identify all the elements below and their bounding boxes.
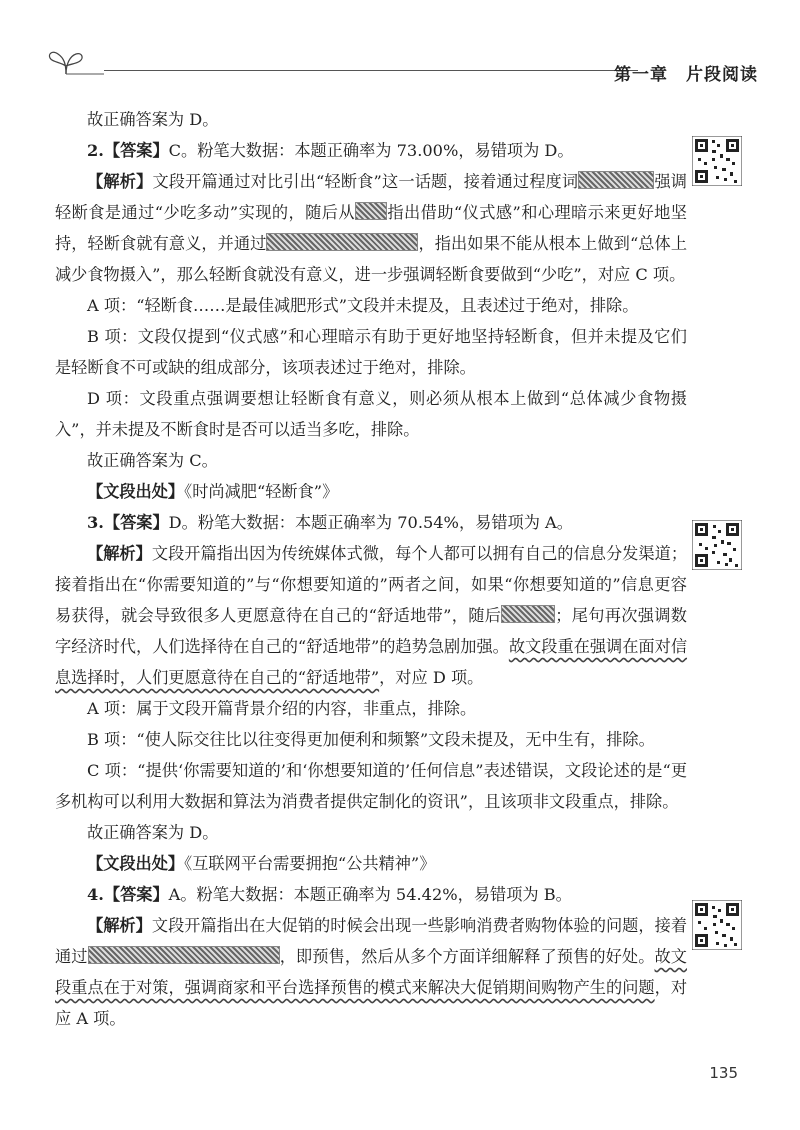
q4-answer xyxy=(55,879,687,910)
analysis-text: 文段开篇通过对比引出“轻断食”这一话题，接着通过程度词 xyxy=(152,172,579,191)
analysis-text: 文段开篇指出因为传统媒体式微，每个人都可以拥有自己的信息分发渠道；接着指出在“你需要知道的”与“你想要知道的”两者之间，如果“你想要知道的”信息更容易获得，就会导致很多人更愿意待在自己的“舒适地带”，随后 xyxy=(55,544,688,625)
masked-text xyxy=(578,171,654,189)
source-tag: 【文段出处】 xyxy=(87,854,185,873)
key-sentence: 故文段重点在于对策，强调商家和平台选择预售的模式来解决大促销期间购物产生的问题 xyxy=(55,947,687,997)
q2-option-b: B 项：文段仅提到“仪式感”和心理暗示有助于更好地坚持轻断食，但并未提及它们是轻断食不可或缺的组成部分，该项表述过于绝对，排除。 xyxy=(55,327,687,377)
source-text: 《互联网平台需要拥抱“公共精神”》 xyxy=(184,854,436,873)
analysis-text: ，对应 A 项。 xyxy=(55,978,688,1028)
header-rule xyxy=(104,70,638,71)
source-tag: 【文段出处】 xyxy=(87,482,185,501)
analysis-text: ，即预售，然后从多个方面详细解释了预售的好处。 xyxy=(279,947,655,966)
analysis-text: 强调轻断食是通过“少吃多动”实现的，随后从 xyxy=(55,172,687,222)
analysis-text: ，对应 D 项。 xyxy=(379,668,484,687)
masked-text xyxy=(266,233,418,251)
chapter-title: 第一章 片段阅读 xyxy=(614,65,758,85)
analysis-text: 文段开篇指出在大促销的时候会出现一些影响消费者购物体验的问题，接着通过 xyxy=(55,916,688,966)
analysis-tag: 【解析】 xyxy=(87,172,153,191)
answer-line: 故正确答案为 D。 xyxy=(87,110,219,129)
qr-code-icon xyxy=(692,136,742,186)
masked-text xyxy=(355,202,387,220)
q3-answer xyxy=(55,507,687,538)
q3-option-b: B 项：“使人际交往比以往变得更加便利和频繁”文段未提及，无中生有，排除。 xyxy=(87,730,655,749)
answer-tag: 2.【答案】 xyxy=(87,141,169,160)
q4-analysis xyxy=(55,910,687,1034)
answer-text: C。粉笔大数据：本题正确率为 73.00%，易错项为 D。 xyxy=(168,141,574,160)
analysis-tag: 【解析】 xyxy=(87,544,152,563)
masked-text xyxy=(501,605,555,623)
q2-final-answer: 故正确答案为 C。 xyxy=(87,451,218,470)
analysis-text: ；尾句再次强调数字经济时代，人们选择待在自己的“舒适地带”的趋势急剧加强。 xyxy=(55,606,687,656)
q2-option-a: A 项：“轻断食……是最佳减肥形式”文段并未提及，且表述过于绝对，排除。 xyxy=(87,296,639,315)
sprout-icon xyxy=(44,44,104,80)
page-number: 135 xyxy=(709,1064,738,1082)
answer-text: A。粉笔大数据：本题正确率为 54.42%，易错项为 B。 xyxy=(168,885,572,904)
q3-analysis xyxy=(55,538,687,693)
q2-answer xyxy=(55,135,687,166)
q2-analysis xyxy=(55,166,687,290)
analysis-text: 指出借助“仪式感”和心理暗示来更好地坚持，轻断食就有意义，并通过 xyxy=(55,203,687,253)
q2-source xyxy=(55,476,687,507)
masked-text xyxy=(88,946,280,964)
q3-source xyxy=(55,848,687,879)
analysis-text: ，指出如果不能从根本上做到“总体上减少食物摄入”，那么轻断食就没有意义，进一步强调轻断食要做到“少吃”，对应 C 项。 xyxy=(55,234,688,284)
q3-option-a: A 项：属于文段开篇背景介绍的内容，非重点，排除。 xyxy=(87,699,477,718)
qr-code-icon xyxy=(692,520,742,570)
key-sentence: 故文段重在强调在面对信息选择时，人们更愿意待在自己的“舒适地带” xyxy=(55,637,688,687)
qr-code-icon xyxy=(692,900,742,950)
source-text: 《时尚减肥“轻断食”》 xyxy=(184,482,339,501)
q2-option-d: D 项：文段重点强调要想让轻断食有意义，则必须从根本上做到“总体减少食物摄入”，并未提及不断食时是否可以适当多吃，排除。 xyxy=(55,389,687,439)
page-header xyxy=(40,40,760,85)
answer-tag: 4.【答案】 xyxy=(87,885,169,904)
answer-tag: 3.【答案】 xyxy=(87,513,169,532)
q3-option-c: C 项：“提供‘你需要知道的’和‘你想要知道的’任何信息”表述错误，文段论述的是“更多机构可以利用大数据和算法为消费者提供定制化的资讯”，且该项非文段重点，排除。 xyxy=(55,761,687,811)
page-body xyxy=(55,104,687,1034)
q3-final-answer: 故正确答案为 D。 xyxy=(87,823,219,842)
analysis-tag: 【解析】 xyxy=(87,916,152,935)
answer-text: D。粉笔大数据：本题正确率为 70.54%，易错项为 A。 xyxy=(168,513,573,532)
